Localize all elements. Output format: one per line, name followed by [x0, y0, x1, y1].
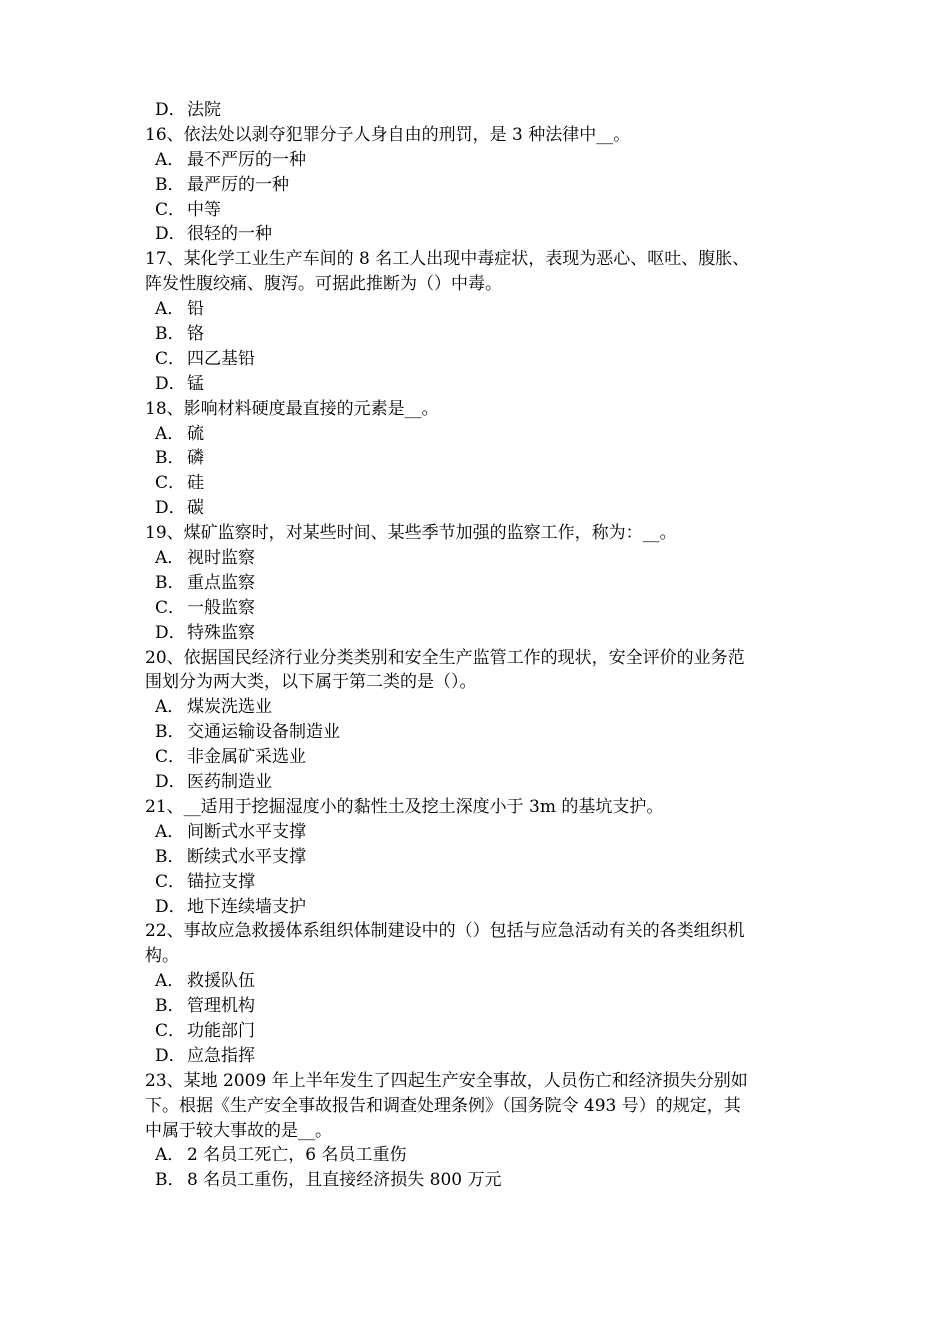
question-text: 构。: [145, 946, 179, 967]
option-letter: A．: [155, 971, 185, 992]
option-text: 最不严厉的一种: [187, 149, 306, 170]
answer-option: [145, 969, 810, 994]
question-text: 20、依据国民经济行业分类类别和安全生产监管工作的现状，安全评价的业务范: [145, 647, 745, 668]
option-letter: A．: [155, 299, 185, 320]
answer-option: [145, 198, 810, 223]
option-text: 医药制造业: [187, 772, 272, 793]
option-text: 煤炭洗选业: [187, 697, 272, 718]
option-letter: A．: [155, 149, 185, 170]
answer-option: [145, 770, 810, 795]
exam-questions: [145, 98, 810, 1193]
option-text: 功能部门: [187, 1020, 255, 1041]
option-text: 地下连续墙支护: [187, 896, 306, 917]
option-letter: B．: [155, 1170, 185, 1191]
answer-option: [145, 571, 810, 596]
question-text: 下。根据《生产安全事故报告和调查处理条例》（国务院令 493 号）的规定，其: [145, 1095, 741, 1116]
option-letter: B．: [155, 572, 185, 593]
option-text: 非金属矿采选业: [187, 747, 306, 768]
answer-option: [145, 173, 810, 198]
answer-option: [145, 720, 810, 745]
option-text: 最严厉的一种: [187, 174, 289, 195]
option-text: 特殊监察: [187, 622, 255, 643]
option-text: 锰: [187, 373, 204, 394]
question-text: 21、__适用于挖掘湿度小的黏性土及挖土深度小于 3m 的基坑支护。: [145, 796, 664, 817]
answer-option: [145, 98, 810, 123]
answer-option: [145, 1019, 810, 1044]
option-letter: C．: [155, 597, 186, 618]
option-letter: B．: [155, 722, 185, 743]
question-text: 22、事故应急救援体系组织体制建设中的（）包括与应急活动有关的各类组织机: [145, 921, 745, 942]
answer-option: [145, 1044, 810, 1069]
answer-option: [145, 372, 810, 397]
question-text: 23、某地 2009 年上半年发生了四起生产安全事故，人员伤亡和经济损失分别如: [145, 1070, 748, 1091]
option-letter: D．: [155, 100, 186, 120]
answer-option: [145, 845, 810, 870]
answer-option: [145, 297, 810, 322]
option-letter: D．: [155, 772, 186, 793]
option-letter: D．: [155, 622, 186, 643]
option-letter: D．: [155, 373, 186, 394]
option-letter: B．: [155, 324, 185, 345]
option-text: 间断式水平支撑: [187, 821, 306, 842]
option-letter: D．: [155, 224, 186, 245]
option-text: 8 名员工重伤，且直接经济损失 800 万元: [187, 1170, 502, 1191]
option-text: 锚拉支撑: [187, 871, 255, 892]
option-letter: A．: [155, 697, 185, 718]
option-letter: D．: [155, 498, 186, 519]
option-text: 救援队伍: [187, 971, 255, 992]
option-letter: C．: [155, 348, 186, 369]
option-text: 管理机构: [187, 996, 255, 1017]
option-letter: C．: [155, 1020, 186, 1041]
option-text: 应急指挥: [187, 1045, 255, 1066]
option-text: 2 名员工死亡，6 名员工重伤: [187, 1145, 407, 1166]
option-letter: C．: [155, 199, 186, 220]
option-letter: B．: [155, 448, 185, 469]
option-text: 四乙基铅: [187, 348, 255, 369]
option-letter: A．: [155, 821, 185, 842]
option-letter: A．: [155, 1145, 185, 1166]
answer-option: [145, 820, 810, 845]
question-text: 18、影响材料硬度最直接的元素是__。: [145, 398, 439, 419]
option-letter: B．: [155, 174, 185, 195]
answer-option: [145, 148, 810, 173]
answer-option: [145, 596, 810, 621]
answer-option: [145, 222, 810, 247]
answer-option: [145, 695, 810, 720]
option-text: 断续式水平支撑: [187, 846, 306, 867]
option-text: 交通运输设备制造业: [187, 722, 340, 743]
answer-option: [145, 1168, 810, 1193]
answer-option: [145, 471, 810, 496]
option-text: 法院: [187, 100, 221, 120]
answer-option: [145, 745, 810, 770]
answer-option: [145, 1143, 810, 1168]
option-letter: D．: [155, 1045, 186, 1066]
option-text: 硅: [187, 473, 204, 494]
option-letter: A．: [155, 548, 185, 569]
question-text: 中属于较大事故的是__。: [145, 1120, 332, 1141]
answer-option: [145, 446, 810, 471]
option-letter: B．: [155, 846, 185, 867]
question-text: 19、煤矿监察时，对某些时间、某些季节加强的监察工作，称为：__。: [145, 523, 677, 544]
answer-option: [145, 994, 810, 1019]
option-letter: C．: [155, 871, 186, 892]
answer-option: [145, 895, 810, 920]
option-text: 中等: [187, 199, 221, 220]
answer-option: [145, 621, 810, 646]
answer-option: [145, 422, 810, 447]
option-letter: D．: [155, 896, 186, 917]
question-text: 围划分为两大类，以下属于第二类的是（）。: [145, 672, 477, 693]
question-text: 17、某化学工业生产车间的 8 名工人出现中毒症状，表现为恶心、呕吐、腹胀、: [145, 249, 750, 270]
question-text: 16、依法处以剥夺犯罪分子人身自由的刑罚，是 3 种法律中__。: [145, 124, 631, 145]
option-letter: A．: [155, 423, 185, 444]
answer-option: [145, 347, 810, 372]
answer-option: [145, 496, 810, 521]
answer-option: [145, 870, 810, 895]
option-letter: C．: [155, 473, 186, 494]
option-text: 很轻的一种: [187, 224, 272, 245]
option-text: 铅: [187, 299, 204, 320]
option-letter: C．: [155, 747, 186, 768]
option-text: 磷: [187, 448, 204, 469]
option-text: 重点监察: [187, 572, 255, 593]
option-letter: B．: [155, 996, 185, 1017]
option-text: 视时监察: [187, 548, 255, 569]
answer-option: [145, 546, 810, 571]
option-text: 硫: [187, 423, 204, 444]
option-text: 碳: [187, 498, 204, 519]
option-text: 一般监察: [187, 597, 255, 618]
option-text: 铬: [187, 324, 204, 345]
question-text: 阵发性腹绞痛、腹泻。可据此推断为（）中毒。: [145, 274, 502, 295]
answer-option: [145, 322, 810, 347]
